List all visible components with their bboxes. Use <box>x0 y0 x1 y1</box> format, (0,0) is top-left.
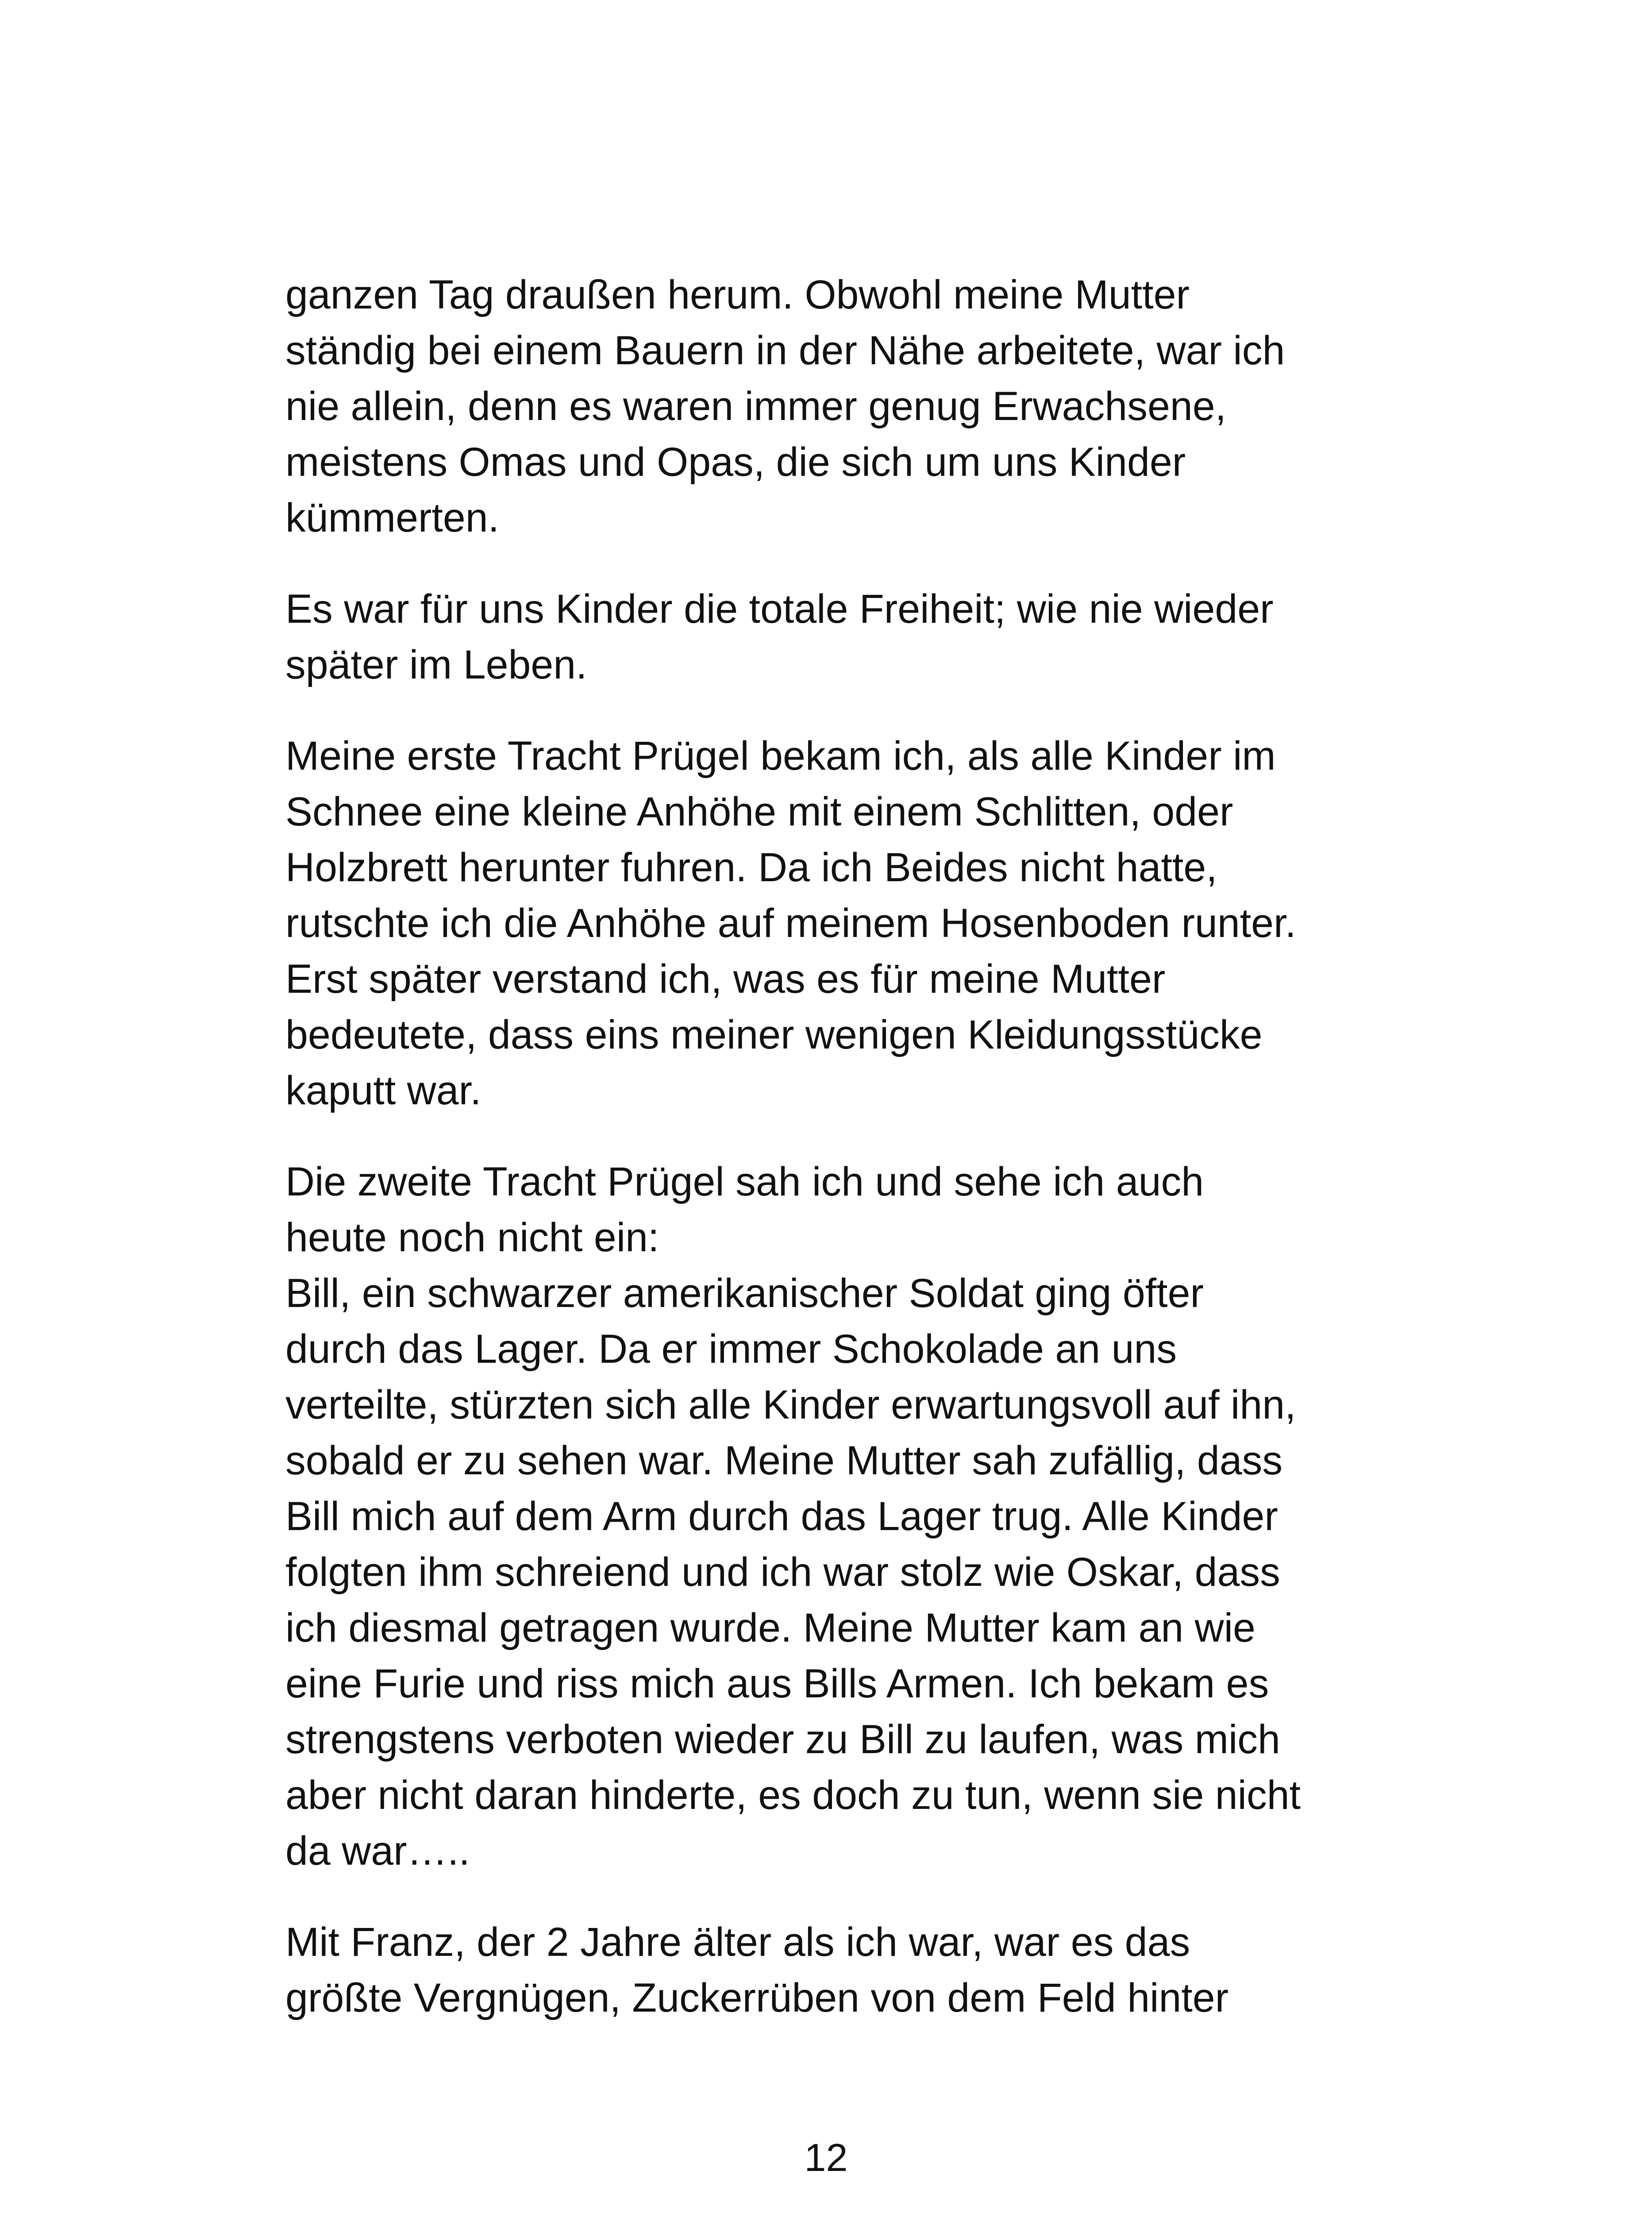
text-line: ganzen Tag draußen herum. Obwohl meine Mutter <box>285 272 1190 317</box>
text-line: sobald er zu sehen war. Meine Mutter sah zufällig, dass <box>285 1438 1283 1483</box>
text-line: durch das Lager. Da er immer Schokolade an uns <box>285 1326 1177 1372</box>
text-line: Schnee eine kleine Anhöhe mit einem Schlitten, oder <box>285 789 1233 834</box>
text-line: Bill, ein schwarzer amerikanischer Soldat ging öfter <box>285 1271 1204 1316</box>
text-line: Bill mich auf dem Arm durch das Lager trug. Alle Kinder <box>285 1494 1278 1539</box>
paragraph <box>285 581 1392 693</box>
text-line: strengstens verboten wieder zu Bill zu laufen, was mich <box>285 1717 1280 1762</box>
text-line: Mit Franz, der 2 Jahre älter als ich war, war es das <box>285 1920 1190 1965</box>
text-line: Die zweite Tracht Prügel sah ich und sehe ich auch <box>285 1159 1204 1204</box>
text-line: bedeutete, dass eins meiner wenigen Kleidungsstücke <box>285 1012 1263 1057</box>
text-line: aber nicht daran hinderte, es doch zu tun, wenn sie nicht <box>285 1773 1301 1818</box>
text-line: Meine erste Tracht Prügel bekam ich, als alle Kinder im <box>285 733 1276 779</box>
paragraph <box>285 267 1392 546</box>
text-line: kaputt war. <box>285 1068 481 1113</box>
body-text <box>285 267 1392 2061</box>
text-line: rutschte ich die Anhöhe auf meinem Hosenboden runter. <box>285 901 1296 946</box>
text-line: da war….. <box>285 1828 470 1874</box>
text-line: Holzbrett herunter fuhren. Da ich Beides nicht hatte, <box>285 845 1217 890</box>
page-number: 12 <box>804 2136 848 2179</box>
text-line: heute noch nicht ein: <box>285 1215 659 1260</box>
text-line: kümmerten. <box>285 495 500 540</box>
paragraph <box>285 1154 1392 1879</box>
paragraph <box>285 728 1392 1118</box>
text-line: Erst später verstand ich, was es für meine Mutter <box>285 956 1166 1002</box>
text-line: folgten ihm schreiend und ich war stolz wie Oskar, dass <box>285 1550 1280 1595</box>
text-line: größte Vergnügen, Zuckerrüben von dem Feld hinter <box>285 1975 1229 2020</box>
text-line: später im Leben. <box>285 642 587 687</box>
paragraph <box>285 1914 1392 2026</box>
text-line: meistens Omas und Opas, die sich um uns Kinder <box>285 440 1186 485</box>
text-line: Es war für uns Kinder die totale Freiheit; wie nie wieder <box>285 586 1274 632</box>
text-line: eine Furie und riss mich aus Bills Armen. Ich bekam es <box>285 1661 1269 1706</box>
text-line: ständig bei einem Bauern in der Nähe arbeitete, war ich <box>285 328 1285 373</box>
text-line: ich diesmal getragen wurde. Meine Mutter kam an wie <box>285 1605 1255 1650</box>
text-line: verteilte, stürzten sich alle Kinder erwartungsvoll auf ihn, <box>285 1382 1296 1427</box>
text-line: nie allein, denn es waren immer genug Erwachsene, <box>285 384 1227 429</box>
